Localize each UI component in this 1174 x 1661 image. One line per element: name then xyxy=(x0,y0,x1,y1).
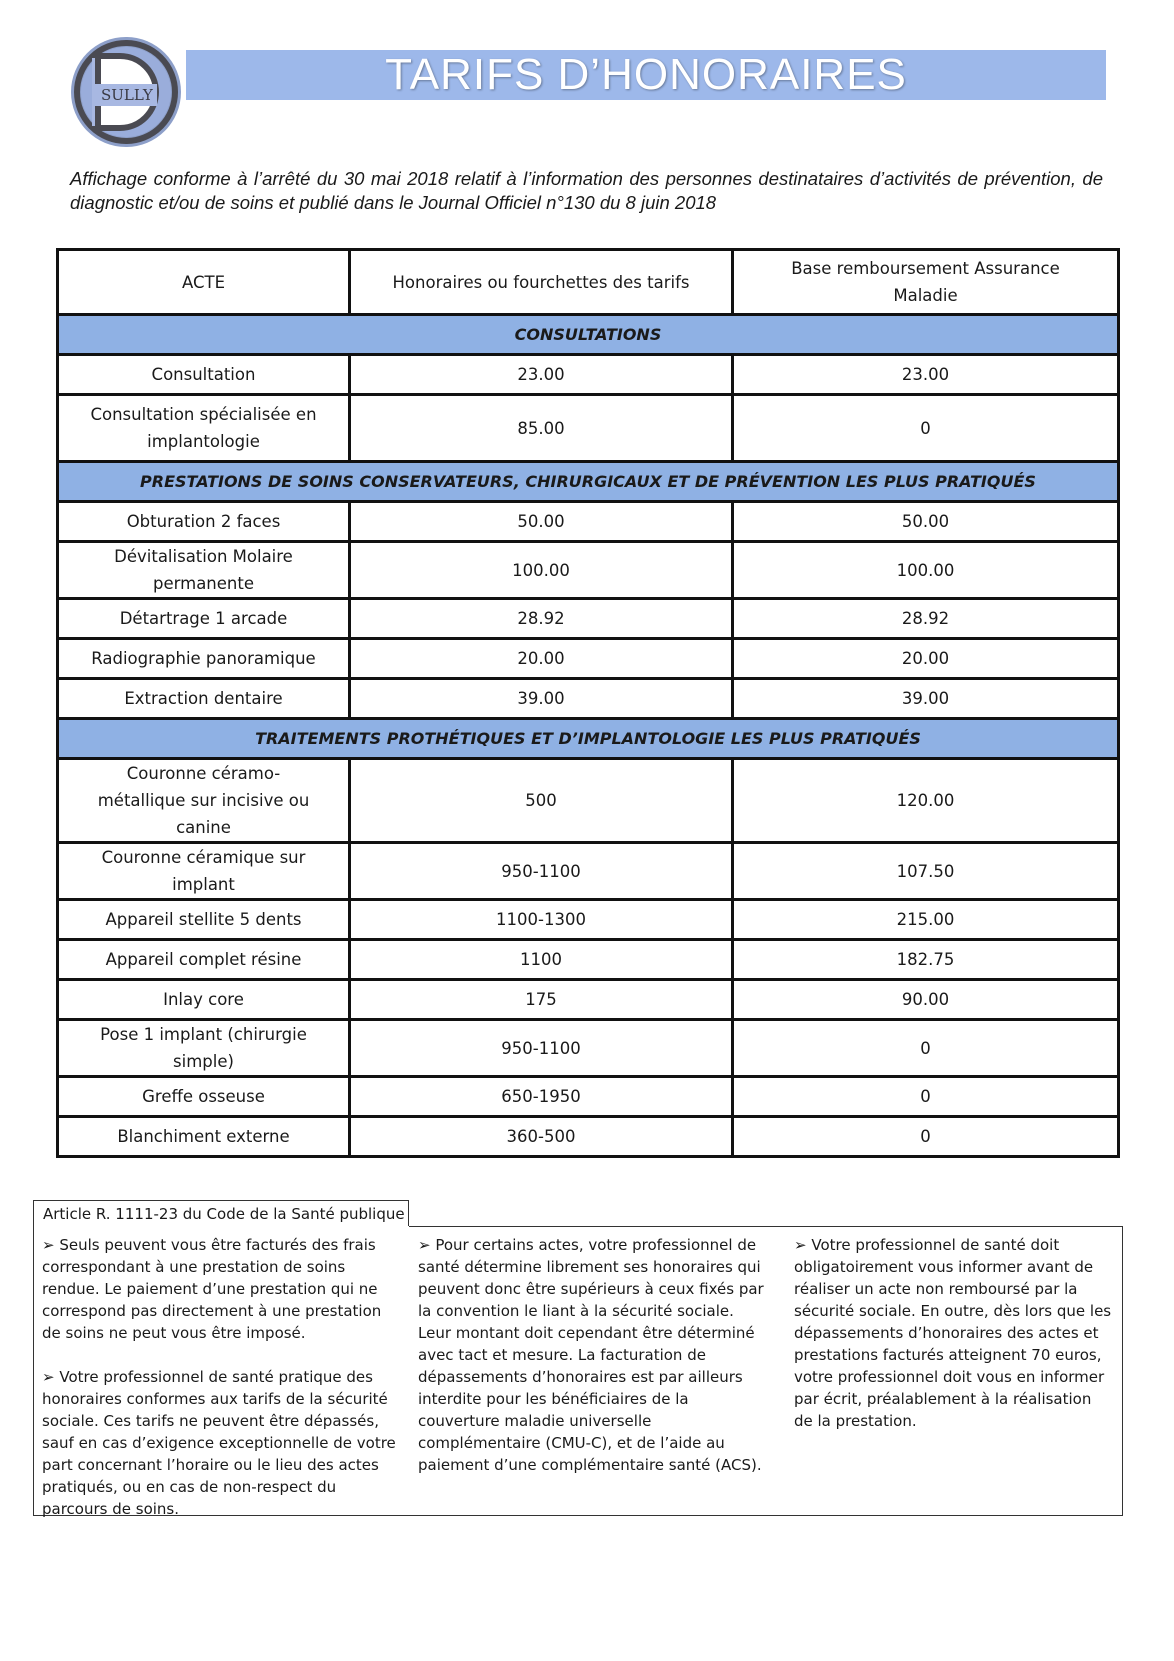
section-title: TRAITEMENTS PROTHÉTIQUES ET D’IMPLANTOLOGIE LES PLUS PRATIQUÉS xyxy=(58,719,1119,759)
table-row xyxy=(58,679,1119,719)
table-row xyxy=(58,1020,1119,1077)
table-row xyxy=(58,1077,1119,1117)
paragraph-text: Pour certains actes, votre professionnel de santé détermine librement ses honoraires qui peuvent donc être supérieurs à ceux fixés par la convention le liant à la sécurité sociale. Leur montant doit cependant être déterminé avec tact et mesure. La facturation de dépassements d’honoraires est par ailleurs interdite pour les bénéficiaires de la couverture maladie universelle complémentaire (CMU-C), et de l’aide au paiement d’une complémentaire santé (ACS). xyxy=(418,1236,764,1474)
honoraires-cell: 20.00 xyxy=(350,639,733,679)
acte-cell: Obturation 2 faces xyxy=(58,502,350,542)
acte-cell: Détartrage 1 arcade xyxy=(58,599,350,639)
acte-cell: Couronne céramique sur implant xyxy=(58,843,350,900)
honoraires-cell: 360-500 xyxy=(350,1117,733,1157)
paragraph-text: Votre professionnel de santé doit obligatoirement vous informer avant de réaliser un acte non remboursé par la sécurité sociale. En outre, dès lors que les dépassements d’honoraires des actes et prestations facturés atteignent 70 euros, votre professionnel doit vous en informer par écrit, préalablement à la réalisation de la prestation. xyxy=(794,1236,1112,1430)
paragraph-text: Votre professionnel de santé pratique des honoraires conformes aux tarifs de la sécurité sociale. Ces tarifs ne peuvent être dépassés, sauf en cas d’exigence exceptionnelle de votre part concernant l’horaire ou le lieu des actes pratiqués, ou en cas de non-respect du parcours de soins. xyxy=(42,1368,396,1518)
honoraires-cell: 39.00 xyxy=(350,679,733,719)
arrow-bullet-icon: ➢ xyxy=(794,1236,807,1254)
article-heading: Article R. 1111-23 du Code de la Santé publique xyxy=(33,1200,409,1226)
article-column-2 xyxy=(418,1234,768,1498)
table-row xyxy=(58,843,1119,900)
column-header-honoraires: Honoraires ou fourchettes des tarifs xyxy=(350,250,733,315)
acte-cell: Appareil complet résine xyxy=(58,940,350,980)
honoraires-cell: 85.00 xyxy=(350,395,733,462)
base-remboursement-cell: 100.00 xyxy=(733,542,1119,599)
acte-cell: Dévitalisation Molaire permanente xyxy=(58,542,350,599)
table-row xyxy=(58,355,1119,395)
acte-cell: Consultation spécialisée en implantologie xyxy=(58,395,350,462)
arrow-bullet-icon: ➢ xyxy=(42,1236,55,1254)
table-row xyxy=(58,940,1119,980)
base-remboursement-cell: 107.50 xyxy=(733,843,1119,900)
base-remboursement-cell: 120.00 xyxy=(733,759,1119,843)
base-remboursement-cell: 0 xyxy=(733,1117,1119,1157)
column-header-acte: ACTE xyxy=(58,250,350,315)
table-row xyxy=(58,1117,1119,1157)
honoraires-cell: 950-1100 xyxy=(350,1020,733,1077)
table-row xyxy=(58,639,1119,679)
table-row xyxy=(58,599,1119,639)
table-row xyxy=(58,395,1119,462)
base-remboursement-cell: 50.00 xyxy=(733,502,1119,542)
honoraires-cell: 175 xyxy=(350,980,733,1020)
base-remboursement-cell: 90.00 xyxy=(733,980,1119,1020)
honoraires-cell: 1100-1300 xyxy=(350,900,733,940)
legal-notice: Affichage conforme à l’arrêté du 30 mai 2018 relatif à l’information des personnes destinataires d’activités de prévention, de diagnostic et/ou de soins et publié dans le Journal Officiel n°130 du 8 juin 2018 xyxy=(70,168,1103,213)
acte-cell: Pose 1 implant (chirurgie simple) xyxy=(58,1020,350,1077)
arrow-bullet-icon: ➢ xyxy=(418,1236,431,1254)
acte-cell: Consultation xyxy=(58,355,350,395)
acte-cell: Radiographie panoramique xyxy=(58,639,350,679)
acte-cell: Inlay core xyxy=(58,980,350,1020)
article-column-3 xyxy=(794,1234,1114,1454)
paragraph-text: Seuls peuvent vous être facturés des frais correspondant à une prestation de soins rendue. Le paiement d’une prestation qui ne correspond pas directement à une prestation de soins ne peut vous être imposé. xyxy=(42,1236,382,1342)
acte-cell: Couronne céramo-métallique sur incisive ou canine xyxy=(58,759,350,843)
logo-text: SULLY xyxy=(101,86,153,104)
article-paragraph xyxy=(42,1366,402,1520)
article-paragraph xyxy=(418,1234,768,1476)
section-header-row xyxy=(58,315,1119,355)
base-remboursement-cell: 23.00 xyxy=(733,355,1119,395)
honoraires-cell: 100.00 xyxy=(350,542,733,599)
honoraires-cell: 500 xyxy=(350,759,733,843)
page-title: TARIFS D’HONORAIRES xyxy=(385,50,907,99)
base-remboursement-cell: 20.00 xyxy=(733,639,1119,679)
table-row xyxy=(58,759,1119,843)
section-title: CONSULTATIONS xyxy=(58,315,1119,355)
honoraires-cell: 28.92 xyxy=(350,599,733,639)
article-divider xyxy=(409,1226,1123,1227)
acte-cell: Extraction dentaire xyxy=(58,679,350,719)
article-paragraph xyxy=(42,1234,402,1344)
acte-cell: Blanchiment externe xyxy=(58,1117,350,1157)
table-row xyxy=(58,980,1119,1020)
sully-logo xyxy=(68,34,184,150)
honoraires-cell: 50.00 xyxy=(350,502,733,542)
table-row xyxy=(58,542,1119,599)
base-remboursement-cell: 28.92 xyxy=(733,599,1119,639)
base-remboursement-cell: 0 xyxy=(733,395,1119,462)
base-remboursement-cell: 182.75 xyxy=(733,940,1119,980)
base-remboursement-cell: 215.00 xyxy=(733,900,1119,940)
acte-cell: Greffe osseuse xyxy=(58,1077,350,1117)
section-title: PRESTATIONS DE SOINS CONSERVATEURS, CHIRURGICAUX ET DE PRÉVENTION LES PLUS PRATIQUÉS xyxy=(58,462,1119,502)
title-banner xyxy=(186,50,1106,100)
tariff-table-body xyxy=(58,250,1119,1157)
base-remboursement-cell: 0 xyxy=(733,1077,1119,1117)
table-row xyxy=(58,900,1119,940)
honoraires-cell: 23.00 xyxy=(350,355,733,395)
honoraires-cell: 650-1950 xyxy=(350,1077,733,1117)
section-header-row xyxy=(58,462,1119,502)
tariff-table xyxy=(56,248,1120,1158)
article-column-1 xyxy=(42,1234,402,1542)
column-header-base-remboursement: Base remboursement Assurance Maladie xyxy=(733,250,1119,315)
table-row xyxy=(58,502,1119,542)
base-remboursement-cell: 0 xyxy=(733,1020,1119,1077)
acte-cell: Appareil stellite 5 dents xyxy=(58,900,350,940)
honoraires-cell: 1100 xyxy=(350,940,733,980)
arrow-bullet-icon: ➢ xyxy=(42,1368,55,1386)
section-header-row xyxy=(58,719,1119,759)
honoraires-cell: 950-1100 xyxy=(350,843,733,900)
table-header-row xyxy=(58,250,1119,315)
article-paragraph xyxy=(794,1234,1114,1432)
base-remboursement-cell: 39.00 xyxy=(733,679,1119,719)
